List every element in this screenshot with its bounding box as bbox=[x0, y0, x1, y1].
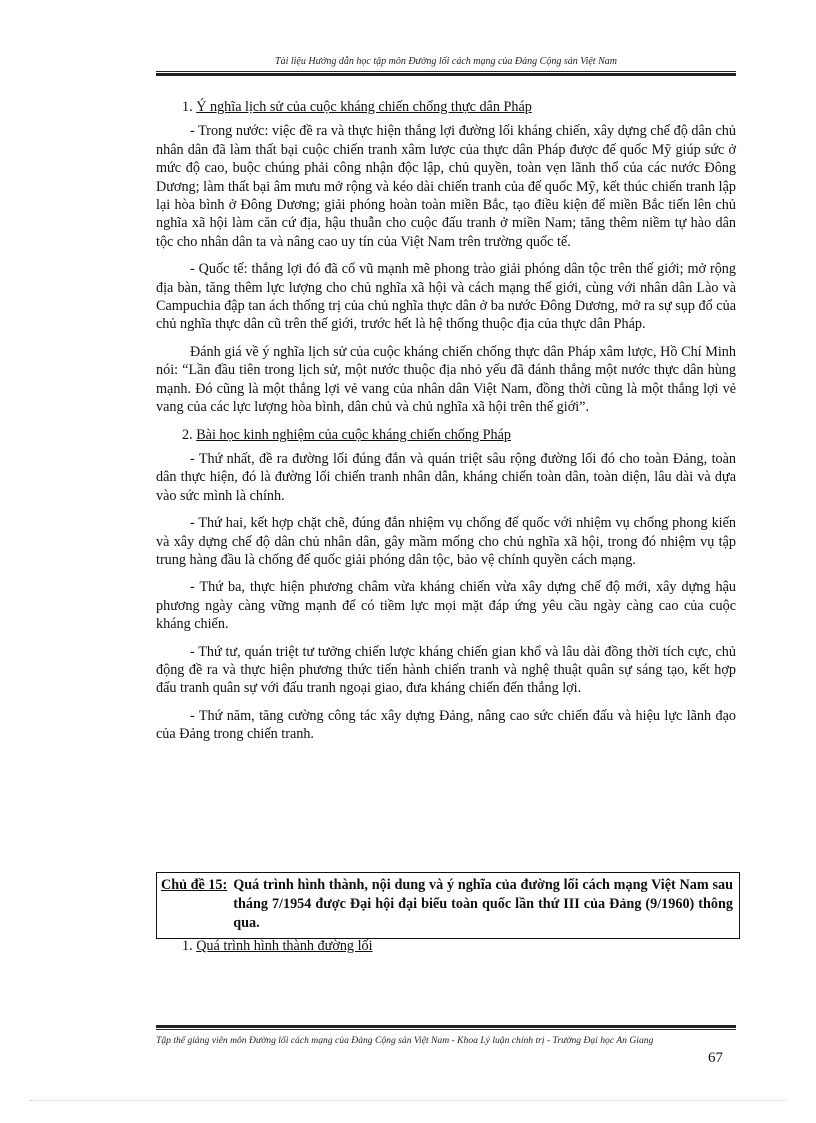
subsection-heading bbox=[182, 938, 373, 955]
paragraph: Đánh giá về ý nghĩa lịch sử của cuộc kháng chiến chống thực dân Pháp xâm lược, Hồ Chí Minh nói: “Lần đầu tiên trong lịch sử, một nước thuộc địa nhỏ yếu đã đánh thắng một nước thực dân hùng mạnh. Đó cũng là một thắng lợi vẻ vang của nhân dân Việt Nam, đồng thời cũng là một thắng lợi vẻ vang của các lực lượng hòa bình, dân chủ và chủ nghĩa xã hội trên thế giới”. bbox=[156, 343, 736, 416]
page-number: 67 bbox=[708, 1050, 723, 1066]
section-2-title: Bài học kinh nghiệm của cuộc kháng chiến chống Pháp bbox=[196, 426, 511, 443]
paragraph: - Thứ ba, thực hiện phương châm vừa kháng chiến vừa xây dựng chế độ mới, xây dựng hậu phương ngày càng vững mạnh để có tiềm lực mọi mặt đáp ứng yêu cầu ngày càng cao của cuộc kháng chiến. bbox=[156, 579, 736, 633]
header-rule bbox=[156, 71, 736, 76]
paragraph: - Trong nước: việc đề ra và thực hiện thắng lợi đường lối kháng chiến, xây dựng chế độ dân chủ nhân dân đã làm thất bại cuộc chiến tranh xâm lược của thực dân Pháp được đế quốc Mỹ giúp sức ở mức độ cao, buộc chúng phải công nhận độc lập, chủ quyền, toàn vẹn lãnh thổ của các nước Đông Dương; làm thất bại âm mưu mở rộng và kéo dài chiến tranh của đế quốc Mỹ, kết thúc chiến tranh lập lại hòa bình ở Đông Dương; giải phóng hoàn toàn miền Bắc, tạo điều kiện để miền Bắc tiến lên chủ nghĩa xã hội làm căn cứ địa, hậu thuẫn cho cuộc đấu tranh ở miền Nam; tăng thêm niềm tự hào dân tộc cho nhân dân ta và nâng cao uy tín của Việt Nam trên trường quốc tế. bbox=[156, 123, 736, 250]
paragraph: - Thứ tư, quán triệt tư tưởng chiến lược kháng chiến gian khổ và lâu dài đồng thời tích cực, chủ động đề ra và thực hiện phương thức tiến hành chiến tranh và nghệ thuật quân sự sáng tạo, kết hợp đấu tranh quân sự với đấu tranh ngoại giao, đưa kháng chiến đến thắng lợi. bbox=[156, 643, 736, 697]
paragraph: - Thứ hai, kết hợp chặt chẽ, đúng đắn nhiệm vụ chống đế quốc với nhiệm vụ chống phong kiến và xây dựng chế độ dân chủ nhân dân, gây mầm mống cho chủ nghĩa xã hội, trong đó nhiệm vụ tập trung hàng đầu là chống đế quốc giải phóng dân tộc, bảo vệ chính quyền cách mạng. bbox=[156, 515, 736, 568]
section-1-title: Ý nghĩa lịch sử của cuộc kháng chiến chống thực dân Pháp bbox=[196, 99, 532, 115]
running-header: Tài liệu Hướng dẫn học tập môn Đường lối cách mạng của Đảng Cộng sản Việt Nam bbox=[275, 56, 617, 67]
footer-rule bbox=[156, 1025, 736, 1030]
footer-text: Tập thể giảng viên môn Đường lối cách mạng của Đảng Cộng sản Việt Nam - Khoa Lý luận chính trị - Trường Đại học An Giang bbox=[156, 1035, 654, 1046]
section-1-number: 1. bbox=[182, 99, 193, 115]
topic-text: Quá trình hình thành, nội dung và ý nghĩa của đường lối cách mạng Việt Nam sau tháng 7/1954 được Đại hội đại biểu toàn quốc lần thứ III của Đảng (9/1960) thông qua. bbox=[233, 877, 733, 931]
section-2-heading bbox=[182, 426, 736, 444]
section-1-heading bbox=[182, 98, 736, 116]
page-edge-divider bbox=[30, 1100, 786, 1101]
topic-label: Chủ đề 15: bbox=[161, 877, 228, 893]
paragraph: - Quốc tế: thắng lợi đó đã cổ vũ mạnh mẽ phong trào giải phóng dân tộc trên thế giới; mở rộng địa bàn, tăng thêm lực lượng cho chủ nghĩa xã hội và cách mạng thế giới, cùng với nhân dân Lào và Campuchia đập tan ách thống trị của chủ nghĩa thực dân ở ba nước Đông Dương, mở ra sự sụp đổ của chủ nghĩa thực dân cũ trên thế giới, trước hết là hệ thống thuộc địa của thực dân Pháp. bbox=[156, 261, 736, 333]
paragraph: - Thứ nhất, đề ra đường lối đúng đắn và quán triệt sâu rộng đường lối đó cho toàn Đảng, toàn dân thực hiện, đó là đường lối chiến tranh nhân dân, kháng chiến toàn dân, toàn diện, lâu dài và dựa vào sức mình là chính. bbox=[156, 450, 736, 504]
main-content bbox=[156, 98, 736, 753]
topic-box bbox=[156, 872, 740, 939]
subsection-number: 1. bbox=[182, 938, 193, 954]
paragraph: - Thứ năm, tăng cường công tác xây dựng Đảng, nâng cao sức chiến đấu và hiệu lực lãnh đạo của Đảng trong chiến tranh. bbox=[156, 707, 736, 743]
section-2-number: 2. bbox=[182, 426, 193, 443]
subsection-title: Quá trình hình thành đường lối bbox=[196, 938, 373, 954]
